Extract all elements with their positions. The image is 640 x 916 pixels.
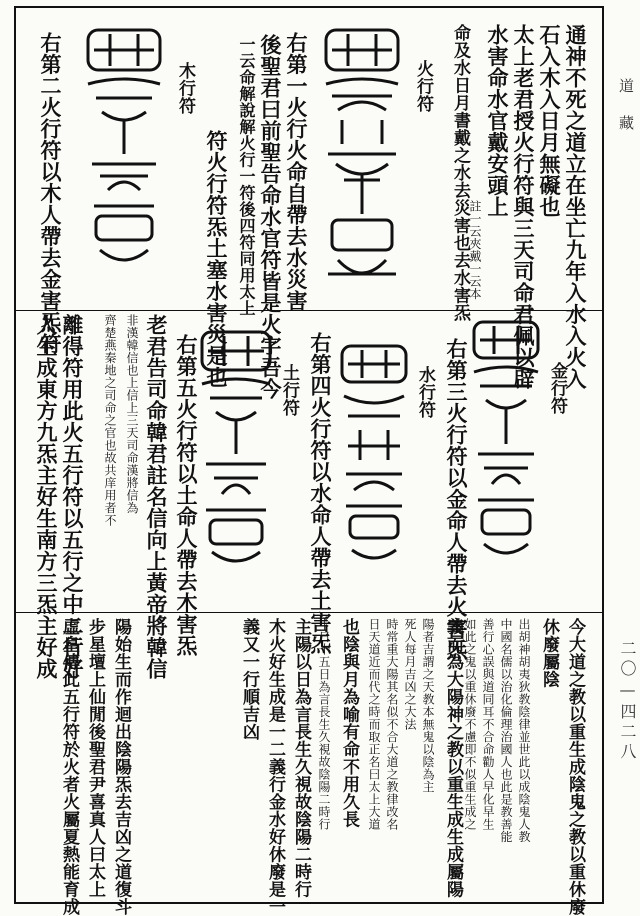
metal-talisman-title: 金行符 bbox=[547, 362, 567, 415]
p2-caption-5: 右第五火行符以土命人帶去木害炁 bbox=[174, 334, 199, 657]
p3-text-col-13: 十日十五日為言長生久視故陰陽二時行 bbox=[317, 618, 331, 831]
p1-caption-2-col-1: 符火行符炁土塞水害災是也 bbox=[204, 130, 229, 388]
p2-text-col-5: 人生成東方九炁主好生南方三炁主好成 bbox=[34, 314, 59, 680]
p2-caption-3: 右第三火行符以金命人帶去火害炁 bbox=[444, 338, 469, 661]
p3-text-col-5: 善行心誤與道同耳不合命勸人早化早生 bbox=[481, 618, 495, 831]
p3-text-col-16: 義又一行順吉凶 bbox=[239, 618, 259, 741]
earth-talisman-seal bbox=[196, 326, 276, 570]
p3-text-col-18: 步星壇上仙閒後聖君尹喜真人曰太上 bbox=[85, 618, 105, 898]
volume-label: 道藏 bbox=[617, 78, 635, 152]
p1-text-col-4: 水害命水官戴安頭上 bbox=[485, 24, 510, 218]
p1-text-col-5: 命及水日月書戴之水去災害也去水害炁 bbox=[450, 24, 470, 322]
metal-talisman-seal bbox=[468, 316, 544, 562]
p1-caption-2-col-2: 右第二火行符以木人帶去金害炁符 bbox=[38, 32, 63, 355]
p1-small-note: 註一云夾戴一云本 bbox=[468, 200, 482, 300]
p3-text-col-6: 如此之鬼以重休廢不慮即不似重生成之 bbox=[463, 618, 477, 831]
p2-text-col-1: 老君告司命韓君註名信向上黃帝將韓信 bbox=[144, 314, 169, 680]
p1-caption-1-col-2: 後聖君曰前聖告命水官符皆是火字吾今 bbox=[258, 34, 283, 400]
p2-caption-4: 右第四火行符以水命人帶去土害炁 bbox=[308, 332, 333, 655]
p3-text-col-12: 也陰與月為喻有命不用久長 bbox=[339, 618, 359, 828]
p1-text-col-3: 太上老君授火行符與三天司命君佩以辟 bbox=[511, 24, 536, 390]
p3-text-col-4: 中國名儒以治化倫理治國人也此是教善能 bbox=[499, 618, 513, 843]
p3-text-col-15: 木火好生成是一二義行金水好休廢是一 bbox=[265, 618, 285, 916]
fire-talisman-title: 火行符 bbox=[413, 60, 433, 113]
p3-text-col-17: 陽始生而作迴出陰陽炁去吉凶之道復斗 bbox=[111, 618, 131, 916]
p3-text-col-10: 時常重大陽其名似不合大道之教律改名 bbox=[385, 618, 399, 831]
p3-text-col-19: 虛皇傳此五行符於火者火屬夏熱能育成 bbox=[59, 618, 79, 916]
p3-text-col-1: 今大道之教以重生成陰鬼之教以重休廢 bbox=[565, 618, 585, 916]
p3-text-col-9: 死人每月吉凶之大法 bbox=[403, 618, 417, 731]
p3-text-col-2: 休廢屬陰 bbox=[539, 618, 559, 688]
p3-text-col-7: 義而為大陽神之教以重生成生成屬陽 bbox=[443, 618, 463, 898]
p3-text-col-3: 出胡神胡夷狄教陰律並世此以成陰鬼人教 bbox=[517, 618, 531, 843]
water-talisman-title: 水行符 bbox=[415, 366, 435, 419]
fire-talisman-seal bbox=[318, 24, 406, 294]
water-talisman-seal bbox=[336, 340, 412, 566]
p3-text-col-14: 主陽以日為言長生久視故陰陽二時行 bbox=[291, 618, 311, 898]
wood-talisman-seal bbox=[80, 24, 168, 272]
p2-text-col-3: 齊楚燕秦地之司命之官也故共庠用者不 bbox=[103, 314, 117, 527]
p2-text-col-4: 離得符用此火五行符以五行之中二行好 bbox=[60, 314, 85, 680]
p3-text-col-11: 日天道近而代之時而取正名曰太上大道 bbox=[367, 618, 381, 831]
p2-text-col-2: 非漢韓信也上信上三天司命漢將信為 bbox=[125, 314, 139, 514]
p1-text-col-2: 石入木入日月無礙也 bbox=[537, 24, 562, 218]
p3-text-col-8: 陽者吉謂之天教本無鬼以陰為主 bbox=[421, 618, 435, 793]
earth-talisman-title: 土行符 bbox=[279, 364, 299, 417]
p1-caption-1-col-1: 右第一火行火命自帶去水災害 bbox=[284, 32, 309, 312]
page-number: 二〇—四二八 bbox=[618, 640, 637, 763]
wood-talisman-title: 木行符 bbox=[175, 62, 195, 115]
p1-caption-1-col-3: 一云命解說解火行一符後四符同用太上 bbox=[237, 36, 256, 317]
p1-text-col-1: 通神不死之道立在坐亡九年入水入火入 bbox=[563, 24, 588, 390]
